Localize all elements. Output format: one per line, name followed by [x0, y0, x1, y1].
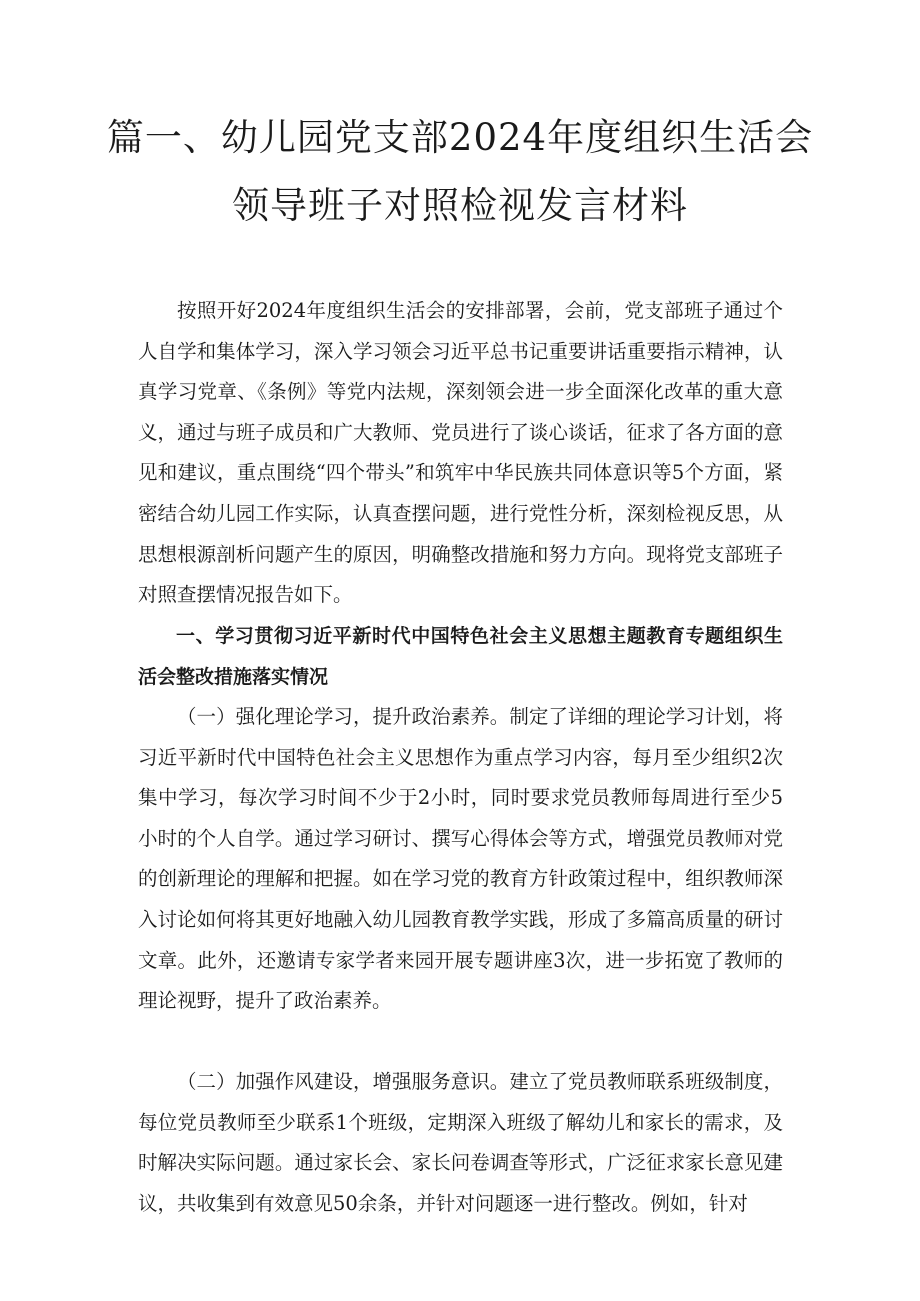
intro-paragraph: 按照开好2024年度组织生活会的安排部署，会前，党支部班子通过个人自学和集体学习，深入学习领会习近平总书记重要讲话重要指示精神，认真学习党章、《条例》等党内法规，深刻领会进一步全面深化改革的重大意义，通过与班子成员和广大教师、党员进行了谈心谈话，征求了各方面的意见和建议，重点围绕“四个带头”和筑牢中华民族共同体意识等5个方面，紧密结合幼儿园工作实际，认真查摆问题，进行党性分析，深刻检视反思，从思想根源剖析问题产生的原因，明确整改措施和努力方向。现将党支部班子对照查摆情况报告如下。: [138, 299, 783, 607]
item-2-paragraph: （二）加强作风建设，增强服务意识。建立了党员教师联系班级制度，每位党员教师至少联系1个班级，定期深入班级了解幼儿和家长的需求，及时解决实际问题。通过家长会、家长问卷调查等形式，广泛征求家长意见建议，共收集到有效意见50余条，并针对问题逐一进行整改。例如，针对: [138, 1070, 783, 1215]
document-title-line-1: 篇一、幼儿园党支部2024年度组织生活会: [106, 116, 814, 159]
document-title-line-2: 领导班子对照检视发言材料: [232, 184, 688, 227]
section-heading: 一、学习贯彻习近平新时代中国特色社会主义思想主题教育专题组织生活会整改措施落实情况: [138, 625, 783, 688]
item-1-paragraph: （一）强化理论学习，提升政治素养。制定了详细的理论学习计划，将习近平新时代中国特色社会主义思想作为重点学习内容，每月至少组织2次集中学习，每次学习时间不少于2小时，同时要求党员教师每周进行至少5小时的个人自学。通过学习研讨、撰写心得体会等方式，增强党员教师对党的创新理论的理解和把握。如在学习党的教育方针政策过程中，组织教师深入讨论如何将其更好地融入幼儿园教育教学实践，形成了多篇高质量的研讨文章。此外，还邀请专家学者来园开展专题讲座3次，进一步拓宽了教师的理论视野，提升了政治素养。: [138, 705, 783, 1013]
